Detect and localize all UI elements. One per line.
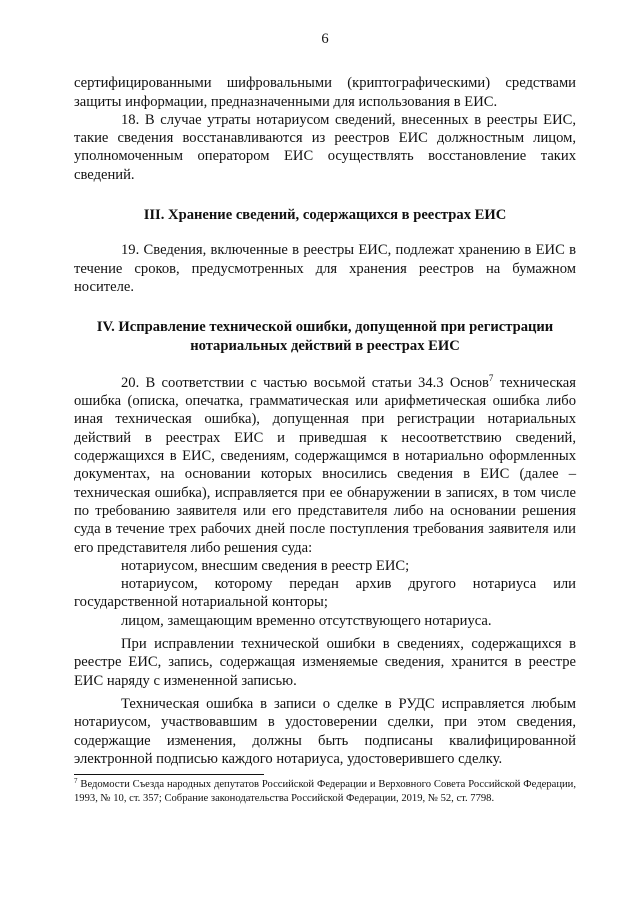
paragraph-continued: сертифицированными шифровальными (криптографическими) средствами защиты информации, предназначенными для использования в ЕИС.: [74, 75, 576, 110]
list-item-notary-archive: нотариусом, которому передан архив другого нотариуса или государственной нотариальной конторы;: [74, 576, 576, 611]
paragraph-20: [74, 374, 576, 557]
list-item-substitute: лицом, замещающим временно отсутствующего нотариуса.: [121, 612, 492, 629]
page-number: 6: [321, 31, 329, 47]
footnote: [74, 778, 576, 806]
paragraph-fix-record: При исправлении технической ошибки в сведениях, содержащихся в реестре ЕИС, запись, содержащая изменяемые сведения, хранится в реестре ЕИС наряду с измененной записью.: [74, 636, 576, 689]
section-heading-iv-line1: IV. Исправление технической ошибки, допущенной при регистрации: [96, 319, 554, 336]
section-heading-iv: [74, 318, 576, 355]
footnote-text: Ведомости Съезда народных депутатов Российской Федерации и Верховного Совета Российской Федерации, 1993, № 10, ст. 357; Собрание законодательства Российской Федерации, 2019, № 52, ст. 7798.: [74, 779, 576, 804]
paragraph-20-rest: техническая ошибка (описка, опечатка, грамматическая или арифметическая ошибка либо иная техническая ошибка), допущенная при регистрации нотариальных действий в реестрах ЕИС и приведшая к несоответствию сведений, содержащихся в ЕИС, сведениям, содержащимся в нотариально оформленных документах, на основании которых вносились сведения в ЕИС (далее – техническая ошибка), исправляется при ее обнаружении в записях, в том числе по требованию заявителя или его представителя либо на основании решения суда в течение трех рабочих дней после поступления требования заявителя или его представителя либо решения суда:: [74, 374, 576, 556]
list-item-notary-entered: нотариусом, внесшим сведения в реестр ЕИС;: [121, 557, 410, 574]
paragraph-ruds: Техническая ошибка в записи о сделке в РУДС исправляется любым нотариусом, участвовавшим в удостоверении сделки, при этом сведения, содержащие изменения, должны быть подписаны квалифицированной электронной подписью каждого нотариуса, удостоверившего сделку.: [74, 695, 576, 767]
footnote-reference: 7: [488, 372, 494, 383]
paragraph-20-start: 20. В соответствии с частью восьмой статьи 34.3 Основ: [121, 374, 489, 391]
footnote-marker: 7: [74, 777, 78, 785]
section-heading-iv-line2: нотариальных действий в реестрах ЕИС: [190, 337, 460, 354]
paragraph-19: 19. Сведения, включенные в реестры ЕИС, подлежат хранению в ЕИС в течение сроков, предусмотренных для хранения реестров на бумажном носителе.: [74, 242, 576, 295]
section-heading-iii: III. Хранение сведений, содержащихся в реестрах ЕИС: [143, 207, 507, 224]
footnote-divider: [74, 774, 264, 775]
paragraph-18: 18. В случае утраты нотариусом сведений, внесенных в реестры ЕИС, такие сведения восстанавливаются из реестров ЕИС должностным лицом, уполномоченным оператором ЕИС осуществлять восстановление таких сведений.: [74, 111, 576, 183]
